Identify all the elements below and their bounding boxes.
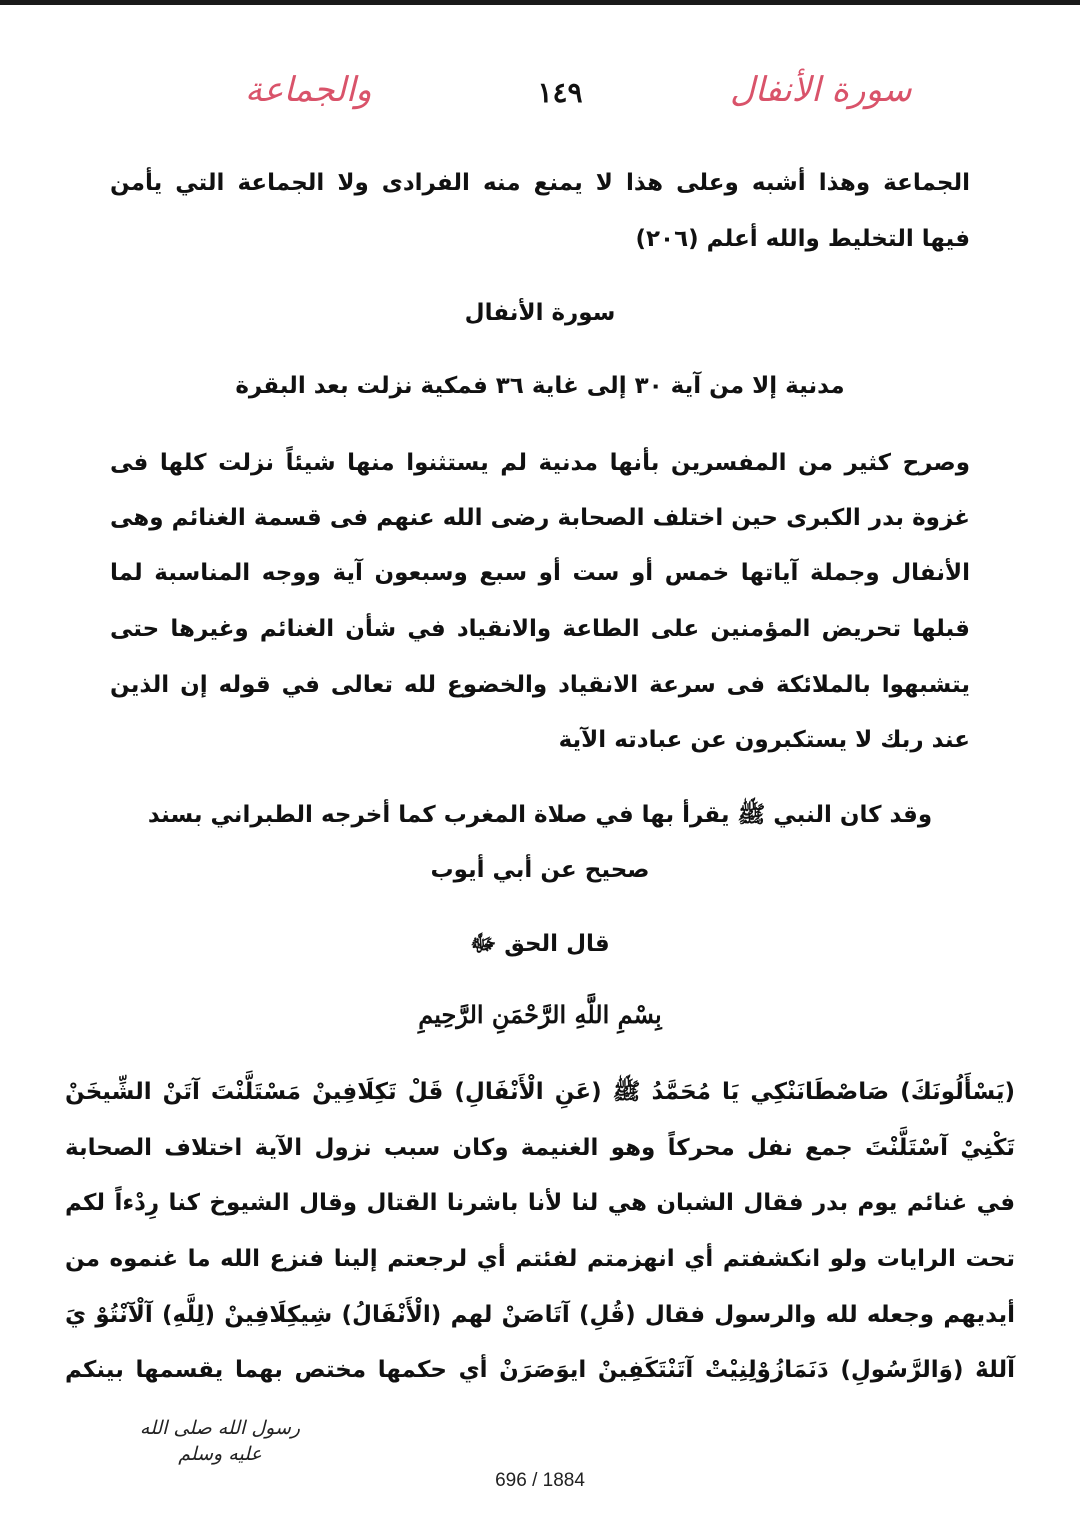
page-number: ١٤٩ bbox=[537, 76, 583, 109]
text-line: وصرح كثير من المفسرين بأنها مدنية لم يستثنوا منها شيئاً نزلت كلها فى bbox=[110, 450, 970, 476]
margin-note-line: عليه وسلم bbox=[178, 1443, 262, 1465]
tafsir-line: تحت الرايات ولو انكشفتم أي انهزمتم لفئتم أي لرجعتم إلينا فنزع الله ما غنموه من bbox=[65, 1246, 1015, 1272]
qal-al-haqq: قال الحق ﷻ bbox=[470, 931, 610, 957]
page-indicator: 696 / 1884 bbox=[495, 1470, 585, 1491]
tafsir-line: أيديهم وجعله لله والرسول فقال (قُلِ) آتَاصَنْ لهم (الْأَنْفَالُ) شِيكِلَافِينْ (لِلَّهِ) آلْآنْتُوْ يَ bbox=[65, 1302, 1015, 1328]
text-line: فيها التخليط والله أعلم (٢٠٦) bbox=[635, 226, 970, 252]
header-surah-note: سورة الأنفال bbox=[730, 70, 912, 110]
surah-title: سورة الأنفال bbox=[464, 300, 616, 326]
tafsir-line: (يَسْأَلُونَكَ) صَاصْطَانَنْكِي يَا مُحَمَّدُ ﷺ (عَنِ الْأَنْفَالِ) قَلْ تَكِلَافِينْ مَسْتَلَّنْتَ آتَنْ الشِّيخَنْ bbox=[65, 1079, 1015, 1105]
text-line: صحيح عن أبي أيوب bbox=[430, 857, 650, 883]
margin-note-line: رسول الله صلى الله bbox=[139, 1417, 301, 1439]
tafsir-line: آللهْ (وَالرَّسُولِ) دَنَمَازُوْلِنِيْتْ آتَنْتَكَفِينْ ايوَصَرَنْ أي حكمها مختص بهما يقسمها بينكم bbox=[65, 1357, 1015, 1383]
text-line: غزوة بدر الكبرى حين اختلف الصحابة رضى الله عنهم فى قسمة الغنائم وهى bbox=[110, 505, 970, 531]
text-line: الجماعة وهذا أشبه وعلى هذا لا يمنع منه الفرادى ولا الجماعة التي يأمن bbox=[110, 170, 970, 196]
surah-subtitle: مدنية إلا من آية ٣٠ إلى غاية ٣٦ فمكية نزلت بعد البقرة bbox=[235, 373, 845, 399]
handwritten-margin-note bbox=[125, 1415, 315, 1467]
tafsir-line: في غنائم يوم بدر فقال الشبان هي لنا لأنا باشرنا القتال وقال الشيوخ كنا رِدْءاً لكم bbox=[65, 1190, 1015, 1216]
header-topic-note: والجماعة bbox=[245, 70, 372, 110]
text-line: عند ربك لا يستكبرون عن عبادته الآية bbox=[558, 727, 970, 753]
text-line: قبلها تحريض المؤمنين على الطاعة والانقياد في شأن الغنائم وغيرها حتى bbox=[110, 616, 970, 642]
text-line: الأنفال وجملة آياتها خمس أو ست أو سبع وسبعون آية ووجه المناسبة لما bbox=[110, 560, 970, 586]
basmala: بِسْمِ اللَّهِ الرَّحْمَنِ الرَّحِيمِ bbox=[418, 1000, 662, 1029]
text-line: وقد كان النبي ﷺ يقرأ بها في صلاة المغرب كما أخرجه الطبراني بسند bbox=[147, 802, 933, 828]
tafsir-line: تَكْنِيْ آسْتَلَّنْتَ جمع نفل محركاً وهو الغنيمة وكان سبب نزول الآية اختلاف الصحابة bbox=[65, 1135, 1015, 1161]
text-line: يتشبهوا بالملائكة فى سرعة الانقياد والخضوع لله تعالى في قوله إن الذين bbox=[110, 672, 970, 698]
